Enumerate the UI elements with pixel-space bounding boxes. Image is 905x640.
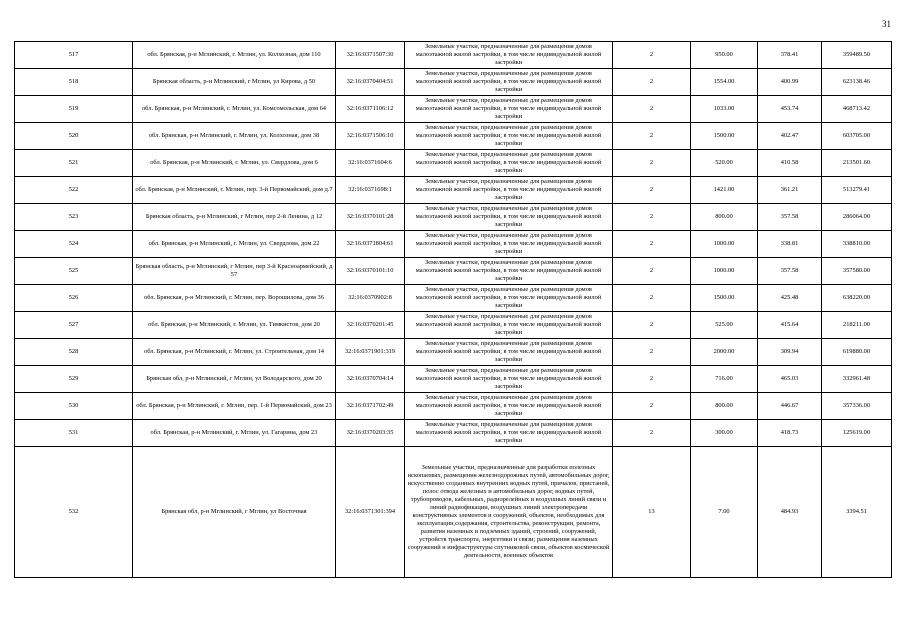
cadastral-number-cell: 32:16:0370704:14 <box>336 366 405 393</box>
address-cell: Брянская обл, р-н Мглинский, г Мглин, ул Восточная <box>133 447 336 578</box>
address-cell: обл. Брянская, р-н Мглинский, г. Мглин, ул. Свердлова, дом 6 <box>133 150 336 177</box>
land-use-cell: Земельные участки, предназначенные для размещения домов малоэтажной жилой застройки, в том числе индивидуальной жилой застройки <box>405 177 613 204</box>
specific-value-cell: 465.03 <box>758 366 822 393</box>
cadastral-number-cell: 32:16:0370201:45 <box>336 312 405 339</box>
cadastral-value-cell: 213501.60 <box>822 150 892 177</box>
address-cell: Брянская область, р-н Мглинский, г Мглин, ул Кирова, д 50 <box>133 69 336 96</box>
group-cell: 2 <box>613 177 691 204</box>
specific-value-cell: 400.99 <box>758 69 822 96</box>
address-cell: обл. Брянская, р-н Мглинский, г. Мглин, ул. Гагарина, дом 23 <box>133 420 336 447</box>
row-number: 529 <box>15 366 133 393</box>
address-cell: обл. Брянская, р-н Мглинский, г. Мглин, пер. 1-й Первомайский, дом 23 <box>133 393 336 420</box>
specific-value-cell: 378.41 <box>758 42 822 69</box>
cadastral-number-cell: 32:16:0371901:319 <box>336 339 405 366</box>
table-row <box>15 258 892 285</box>
cadastral-value-cell: 357336.00 <box>822 393 892 420</box>
table-row <box>15 231 892 258</box>
row-number: 519 <box>15 96 133 123</box>
row-number: 523 <box>15 204 133 231</box>
area-cell: 7.00 <box>691 447 758 578</box>
row-number: 530 <box>15 393 133 420</box>
specific-value-cell: 418.73 <box>758 420 822 447</box>
area-cell: 2000.00 <box>691 339 758 366</box>
table-row <box>15 204 892 231</box>
cadastral-value-cell: 359489.50 <box>822 42 892 69</box>
group-cell: 2 <box>613 204 691 231</box>
cadastral-number-cell: 32:16:0371604:6 <box>336 150 405 177</box>
row-number: 527 <box>15 312 133 339</box>
cadastral-value-cell: 3394.51 <box>822 447 892 578</box>
land-use-cell: Земельные участки, предназначенные для размещения домов малоэтажной жилой застройки, в том числе индивидуальной жилой застройки <box>405 123 613 150</box>
cadastral-value-cell: 638220.00 <box>822 285 892 312</box>
cadastral-value-cell: 357580.00 <box>822 258 892 285</box>
address-cell: обл. Брянская, р-н Мглинский, г. Мглин, пер. 3-й Первомайский, дом д.7 <box>133 177 336 204</box>
cadastral-value-cell: 468713.42 <box>822 96 892 123</box>
cadastral-value-cell: 603705.00 <box>822 123 892 150</box>
group-cell: 2 <box>613 42 691 69</box>
address-cell: обл. Брянская, р-н Мглинский, г. Мглин, ул. Тимкистов, дом 20 <box>133 312 336 339</box>
cadastral-value-cell: 218211.00 <box>822 312 892 339</box>
area-cell: 1500.00 <box>691 285 758 312</box>
specific-value-cell: 338.81 <box>758 231 822 258</box>
group-cell: 2 <box>613 123 691 150</box>
land-use-cell: Земельные участки, предназначенные для размещения домов малоэтажной жилой застройки, в том числе индивидуальной жилой застройки <box>405 69 613 96</box>
cadastral-value-cell: 332961.48 <box>822 366 892 393</box>
cadastral-number-cell: 32:16:0371301:394 <box>336 447 405 578</box>
specific-value-cell: 357.58 <box>758 204 822 231</box>
table-row <box>15 42 892 69</box>
area-cell: 1421.00 <box>691 177 758 204</box>
group-cell: 2 <box>613 312 691 339</box>
cadastral-value-cell: 623138.46 <box>822 69 892 96</box>
cadastral-value-cell: 125619.00 <box>822 420 892 447</box>
land-use-cell: Земельные участки, предназначенные для размещения домов малоэтажной жилой застройки, в том числе индивидуальной жилой застройки <box>405 366 613 393</box>
row-number: 528 <box>15 339 133 366</box>
row-number: 524 <box>15 231 133 258</box>
table-row <box>15 96 892 123</box>
row-number: 518 <box>15 69 133 96</box>
group-cell: 2 <box>613 285 691 312</box>
address-cell: Брянская область, р-н Мглинский, г Мглин, пер 3-й Красноармейский, д 57 <box>133 258 336 285</box>
area-cell: 520.00 <box>691 150 758 177</box>
address-cell: обл. Брянская, р-н Мглинский, г. Мглин, ул. Колхозная, дом 110 <box>133 42 336 69</box>
row-number: 520 <box>15 123 133 150</box>
table-row <box>15 393 892 420</box>
table-row <box>15 285 892 312</box>
row-number: 526 <box>15 285 133 312</box>
row-number: 522 <box>15 177 133 204</box>
table-row <box>15 177 892 204</box>
group-cell: 2 <box>613 150 691 177</box>
specific-value-cell: 425.48 <box>758 285 822 312</box>
cadastral-value-cell: 513279.41 <box>822 177 892 204</box>
specific-value-cell: 402.47 <box>758 123 822 150</box>
table-row <box>15 123 892 150</box>
area-cell: 716.00 <box>691 366 758 393</box>
row-number: 525 <box>15 258 133 285</box>
cadastral-value-cell: 338810.00 <box>822 231 892 258</box>
land-use-cell: Земельные участки, предназначенные для размещения домов малоэтажной жилой застройки, в том числе индивидуальной жилой застройки <box>405 339 613 366</box>
table-row <box>15 447 892 578</box>
area-cell: 800.00 <box>691 204 758 231</box>
group-cell: 13 <box>613 447 691 578</box>
group-cell: 2 <box>613 231 691 258</box>
address-cell: Брянская область, р-н Мглинский, г Мглин, пер 2-й Ленина, д 12 <box>133 204 336 231</box>
cadastral-number-cell: 32:16:0371698:1 <box>336 177 405 204</box>
cadastral-value-cell: 619880.00 <box>822 339 892 366</box>
land-use-cell: Земельные участки, предназначенные для размещения домов малоэтажной жилой застройки, в том числе индивидуальной жилой застройки <box>405 393 613 420</box>
group-cell: 2 <box>613 393 691 420</box>
area-cell: 1000.00 <box>691 231 758 258</box>
address-cell: Брянская обл, р-н Мглинский, г Мглин, ул Володарского, дом 20 <box>133 366 336 393</box>
cadastral-number-cell: 32:16:0370902:8 <box>336 285 405 312</box>
land-use-cell: Земельные участки, предназначенные для размещения домов малоэтажной жилой застройки, в том числе индивидуальной жилой застройки <box>405 96 613 123</box>
specific-value-cell: 446.67 <box>758 393 822 420</box>
row-number: 517 <box>15 42 133 69</box>
address-cell: обл. Брянская, р-н Мглинский, г. Мглин, ул. Строительная, дом 14 <box>133 339 336 366</box>
page-number: 31 <box>882 19 891 29</box>
land-use-cell: Земельные участки, предназначенные для размещения домов малоэтажной жилой застройки, в том числе индивидуальной жилой застройки <box>405 204 613 231</box>
row-number: 531 <box>15 420 133 447</box>
group-cell: 2 <box>613 420 691 447</box>
land-use-cell: Земельные участки, предназначенные для размещения домов малоэтажной жилой застройки, в том числе индивидуальной жилой застройки <box>405 258 613 285</box>
land-use-cell: Земельные участки, предназначенные для размещения домов малоэтажной жилой застройки, в том числе индивидуальной жилой застройки <box>405 42 613 69</box>
specific-value-cell: 410.58 <box>758 150 822 177</box>
area-cell: 800.00 <box>691 393 758 420</box>
land-use-cell: Земельные участки, предназначенные для размещения домов малоэтажной жилой застройки, в том числе индивидуальной жилой застройки <box>405 312 613 339</box>
group-cell: 2 <box>613 69 691 96</box>
row-number: 532 <box>15 447 133 578</box>
address-cell: обл. Брянская, р-н Мглинский, г. Мглин, ул. Колхозная, дом 38 <box>133 123 336 150</box>
table-row <box>15 366 892 393</box>
specific-value-cell: 361.21 <box>758 177 822 204</box>
specific-value-cell: 357.58 <box>758 258 822 285</box>
cadastral-number-cell: 32:16:0371506:10 <box>336 123 405 150</box>
table-row <box>15 339 892 366</box>
cadastral-number-cell: 32:16:0371804:61 <box>336 231 405 258</box>
land-use-cell: Земельные участки, предназначенные для размещения домов малоэтажной жилой застройки, в том числе индивидуальной жилой застройки <box>405 231 613 258</box>
specific-value-cell: 415.64 <box>758 312 822 339</box>
table-row <box>15 150 892 177</box>
cadastral-number-cell: 32:16:0371507:30 <box>336 42 405 69</box>
group-cell: 2 <box>613 96 691 123</box>
cadastral-number-cell: 32:16:0370404:51 <box>336 69 405 96</box>
area-cell: 1554.00 <box>691 69 758 96</box>
group-cell: 2 <box>613 366 691 393</box>
specific-value-cell: 309.94 <box>758 339 822 366</box>
cadastral-number-cell: 32:16:0370101:10 <box>336 258 405 285</box>
land-use-cell: Земельные участки, предназначенные для размещения домов малоэтажной жилой застройки, в том числе индивидуальной жилой застройки <box>405 420 613 447</box>
land-use-cell: Земельные участки, предназначенные для разработки полезных ископаемых, размещения железнодорожных путей, автомобильных дорог, искусственно созданных внутренних водных путей, причалов, пристаней, полос отвода железных и автомобильных дорог, водных путей, трубопроводов, кабельных, радиорелейных и воздушных линий связи и линий радиофикации, воздушных линий электропередачи конструктивных элементов и сооружений, объектов, необходимых для эксплуатации,содержания, строительства, реконструкции, ремонта, развития наземных и подземных зданий, строений, сооружений, устройств транспорта, энергетики и связи; размещения наземных сооружений и инфраструктуры спутниковой связи, объектов космической деятельности, военных объектов <box>405 447 613 578</box>
specific-value-cell: 484.93 <box>758 447 822 578</box>
cadastral-number-cell: 32:16:0370101:28 <box>336 204 405 231</box>
address-cell: обл. Брянская, р-н Мглинский, г. Мглин, ул. Свердлова, дом 22 <box>133 231 336 258</box>
group-cell: 2 <box>613 258 691 285</box>
group-cell: 2 <box>613 339 691 366</box>
area-cell: 950.00 <box>691 42 758 69</box>
cadastral-number-cell: 32:16:0371702:49 <box>336 393 405 420</box>
land-valuation-table <box>14 41 892 578</box>
area-cell: 1500.00 <box>691 123 758 150</box>
table-row <box>15 69 892 96</box>
cadastral-number-cell: 32:16:0371106:12 <box>336 96 405 123</box>
area-cell: 300.00 <box>691 420 758 447</box>
cadastral-value-cell: 286064.00 <box>822 204 892 231</box>
area-cell: 525.00 <box>691 312 758 339</box>
address-cell: обл. Брянская, р-н Мглинский, г. Мглин, ул. Комсомольская, дом 64 <box>133 96 336 123</box>
land-use-cell: Земельные участки, предназначенные для размещения домов малоэтажной жилой застройки, в том числе индивидуальной жилой застройки <box>405 150 613 177</box>
specific-value-cell: 453.74 <box>758 96 822 123</box>
land-use-cell: Земельные участки, предназначенные для размещения домов малоэтажной жилой застройки, в том числе индивидуальной жилой застройки <box>405 285 613 312</box>
cadastral-number-cell: 32:16:0370203:35 <box>336 420 405 447</box>
row-number: 521 <box>15 150 133 177</box>
area-cell: 1000.00 <box>691 258 758 285</box>
area-cell: 1033.00 <box>691 96 758 123</box>
table-body <box>15 42 892 578</box>
table-row <box>15 312 892 339</box>
address-cell: обл. Брянская, р-н Мглинский, г. Мглин, пер. Ворошилова, дом 36 <box>133 285 336 312</box>
table-row <box>15 420 892 447</box>
